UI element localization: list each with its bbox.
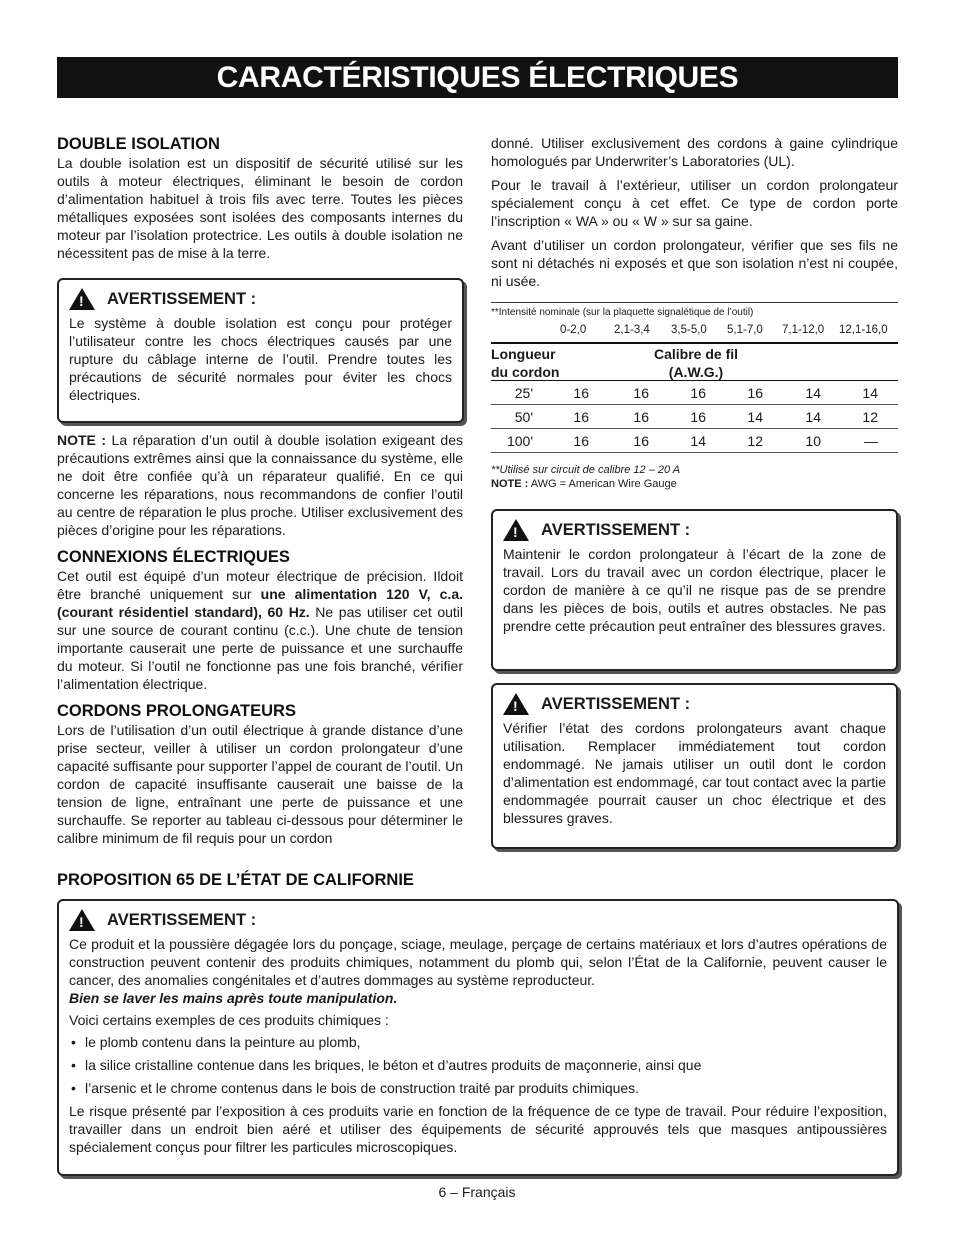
table-cell-length: 50' bbox=[514, 408, 533, 425]
awg-table bbox=[491, 380, 898, 453]
cordons-body-right-3: Avant d’utiliser un cordon prolongateur, vérifier que ses fils ne sont ni détachés ni exposés et que son isolation n’est ni coupée, ni usée. bbox=[491, 237, 898, 289]
table-cell: 12 bbox=[862, 408, 878, 425]
note-text: La réparation d’un outil à double isolation exigeant des précautions extrêmes ainsi que la connaissance du système, elle ne doit être confiée qu’à un réparateur qualifié. En ce qui concerne les réparations, nous recommandons de confier l’outil au centre de réparation le plus proche. Utiliser exclusivement des pièces d’origine pour les réparations. bbox=[57, 432, 463, 538]
awg-table-block bbox=[491, 302, 898, 491]
page-title: CARACTÉRISTIQUES ÉLECTRIQUES bbox=[57, 57, 898, 98]
warning-triangle-icon: ! bbox=[69, 909, 95, 931]
warning-box-cord-placement bbox=[491, 509, 898, 671]
page-footer: 6 – Français bbox=[438, 1184, 516, 1200]
prop65-chemicals-list bbox=[69, 1033, 887, 1097]
table-cell: 14 bbox=[690, 432, 706, 449]
amp-range: 0-2,0 bbox=[560, 324, 587, 336]
table-cell: 16 bbox=[690, 408, 706, 425]
warning-title: AVERTISSEMENT : bbox=[541, 694, 691, 713]
col-gauge-header: Calibre de fil (A.W.G.) bbox=[653, 346, 739, 380]
warning-header bbox=[69, 909, 887, 931]
double-isolation-body: La double isolation est un dispositif de sécurité utilisé sur les outils à moteur électriques, éliminant le besoin de cordon d’alimentation habituel à trois fils avec terre. Toutes les pièces métalliques exposées sont isolées des composants internes du moteur par l’isolation protectrice. Les outils à double isolation ne nécessitent pas de mise à la terre. bbox=[57, 155, 463, 261]
warning-header bbox=[69, 288, 452, 310]
warning-body: Le système à double isolation est conçu pour protéger l’utilisateur contre les chocs électriques causés par une rupture du câblage interne de l’outil. Prendre toutes les précautions de sécurité normales pour éviter les chocs électriques. bbox=[69, 315, 452, 403]
amp-range: 5,1-7,0 bbox=[727, 324, 763, 336]
table-cell: 16 bbox=[633, 432, 649, 449]
table-cell: 16 bbox=[573, 408, 589, 425]
table-cell: 14 bbox=[805, 408, 821, 425]
col-length-header: Longueur du cordon bbox=[491, 346, 560, 380]
warning-box-double-isolation bbox=[57, 278, 464, 423]
left-column bbox=[57, 134, 463, 262]
table-cell: 14 bbox=[747, 408, 763, 425]
table-cell: 10 bbox=[805, 432, 821, 449]
table-cell: 14 bbox=[862, 384, 878, 401]
table-cell: 16 bbox=[633, 408, 649, 425]
awg-footnote: **Utilisé sur circuit de calibre 12 – 20 A bbox=[491, 464, 681, 476]
amp-range: 3,5-5,0 bbox=[671, 324, 707, 336]
prop65-emphasis: Bien se laver les mains après toute manipulation. bbox=[69, 990, 398, 1006]
prop65-heading: PROPOSITION 65 DE L’ÉTAT DE CALIFORNIE bbox=[57, 871, 414, 889]
warning-title: AVERTISSEMENT : bbox=[107, 910, 257, 929]
table-cell: — bbox=[864, 432, 878, 449]
prop65-closing: Le risque présenté par l’exposition à ces produits varie en fonction de la fréquence de ce type de travail. Pour réduire l’exposition, travailler dans un endroit bien aéré et utiliser des équipements de sécurité approuvés tels que masques antipoussières spécialement conçus pour filtrer les particules microscopiques. bbox=[69, 1103, 887, 1155]
warning-title: AVERTISSEMENT : bbox=[107, 289, 257, 308]
awg-caption: **Intensité nominale (sur la plaquette signalétique de l’outil) bbox=[491, 302, 898, 322]
table-cell: 16 bbox=[573, 432, 589, 449]
warning-header bbox=[503, 519, 886, 541]
prop65-intro: Voici certains exemples de ces produits chimiques : bbox=[69, 1012, 389, 1028]
right-column bbox=[491, 134, 898, 290]
table-cell: 16 bbox=[633, 384, 649, 401]
amp-range: 2,1-3,4 bbox=[614, 324, 650, 336]
warning-triangle-icon: ! bbox=[503, 693, 529, 715]
table-cell-length: 100' bbox=[506, 432, 533, 449]
warning-triangle-icon: ! bbox=[69, 288, 95, 310]
table-cell: 16 bbox=[690, 384, 706, 401]
list-item: • l’arsenic et le chrome contenus dans le bois de construction traité par produits chimiques. bbox=[69, 1079, 887, 1097]
table-cell: 12 bbox=[747, 432, 763, 449]
cordons-body-right-2: Pour le travail à l’extérieur, utiliser un cordon prolongateur spécialement conçu à cet effet. Ce type de cordon porte l’inscription « WA » ou « W » sur sa gaine. bbox=[491, 177, 898, 229]
table-row bbox=[491, 429, 898, 453]
warning-box-cord-inspection bbox=[491, 683, 898, 849]
list-item: • le plomb contenu dans la peinture au plomb, bbox=[69, 1033, 887, 1051]
amp-ranges-row bbox=[491, 322, 898, 342]
connexions-heading: CONNEXIONS ÉLECTRIQUES bbox=[57, 548, 290, 566]
table-row bbox=[491, 381, 898, 405]
table-row bbox=[491, 405, 898, 429]
amp-range: 12,1-16,0 bbox=[839, 324, 888, 336]
note-label: NOTE : bbox=[57, 432, 107, 448]
table-cell: 16 bbox=[573, 384, 589, 401]
warning-body: Maintenir le cordon prolongateur à l’écart de la zone de travail. Lors du travail avec un cordon électrique, placer le cordon de manière à ce qu’il ne risque pas de se prendre dans les pièces de bois, outils et autres obstacles. Ne pas prendre cette précaution peut entraîner des blessures graves. bbox=[503, 546, 886, 634]
warning-box-prop65 bbox=[57, 899, 899, 1176]
awg-note: NOTE : AWG = American Wire Gauge bbox=[491, 478, 677, 490]
note-repair bbox=[57, 431, 463, 539]
cordons-heading: CORDONS PROLONGATEURS bbox=[57, 702, 296, 720]
double-isolation-heading: DOUBLE ISOLATION bbox=[57, 135, 220, 153]
left-column-lower bbox=[57, 431, 463, 847]
awg-header-row bbox=[491, 342, 898, 380]
prop65-body: Ce produit et la poussière dégagée lors du ponçage, sciage, meulage, perçage de certains matériaux et lors d’autres opérations de construction peuvent contenir des produits chimiques, notamment du plomb qui, selon l’État de la Californie, peuvent causer le cancer, des anomalies congénitales et d’autres dommages au système reproducteur. bbox=[69, 936, 887, 988]
cordons-body-left: Lors de l’utilisation d’un outil électrique à grande distance d’une prise secteur, veiller à utiliser un cordon prolongateur d’une capacité suffisante pour supporter l’appel de courant de l’outil. Un cordon de capacité insuffisante causerait une baisse de la tension de ligne, entraînant une perte de puissance et une surchauffe. Se reporter au tableau ci-dessous pour déterminer le calibre minimum de fil requis pour un cordon bbox=[57, 722, 463, 846]
cordons-body-right-1: donné. Utiliser exclusivement des cordons à gaine cylindrique homologués par Underwriter’s Laboratories (UL). bbox=[491, 135, 898, 169]
list-item: • la silice cristalline contenue dans les briques, le béton et d’autres produits de maçonnerie, ainsi que bbox=[69, 1056, 887, 1074]
warning-triangle-icon: ! bbox=[503, 519, 529, 541]
table-cell: 14 bbox=[805, 384, 821, 401]
warning-title: AVERTISSEMENT : bbox=[541, 520, 691, 539]
table-cell: 16 bbox=[747, 384, 763, 401]
table-cell-length: 25' bbox=[514, 384, 533, 401]
amp-range: 7,1-12,0 bbox=[782, 324, 825, 336]
warning-header bbox=[503, 693, 886, 715]
warning-body: Vérifier l’état des cordons prolongateurs avant chaque utilisation. Remplacer immédiatement tout cordon endommagé. Ne jamais utiliser un outil dont le cordon d’alimentation est endommagé, car tout contact avec la partie endommagée pourrait causer un choc électrique et des blessures graves. bbox=[503, 720, 886, 826]
connexions-body: Cet outil est équipé d’un moteur électrique de précision. Ildoit être branché uniquement sur une alimentation 120 V, c.a. (courant résidentiel standard), 60 Hz. Ne pas utiliser cet outil sur une source de courant continu (c.c.). Une chute de tension importante causerait une perte de puissance et une surchauffe du moteur. Si l’outil ne fonctionne pas une fois branché, vérifier l’alimentation électrique. bbox=[57, 568, 464, 692]
